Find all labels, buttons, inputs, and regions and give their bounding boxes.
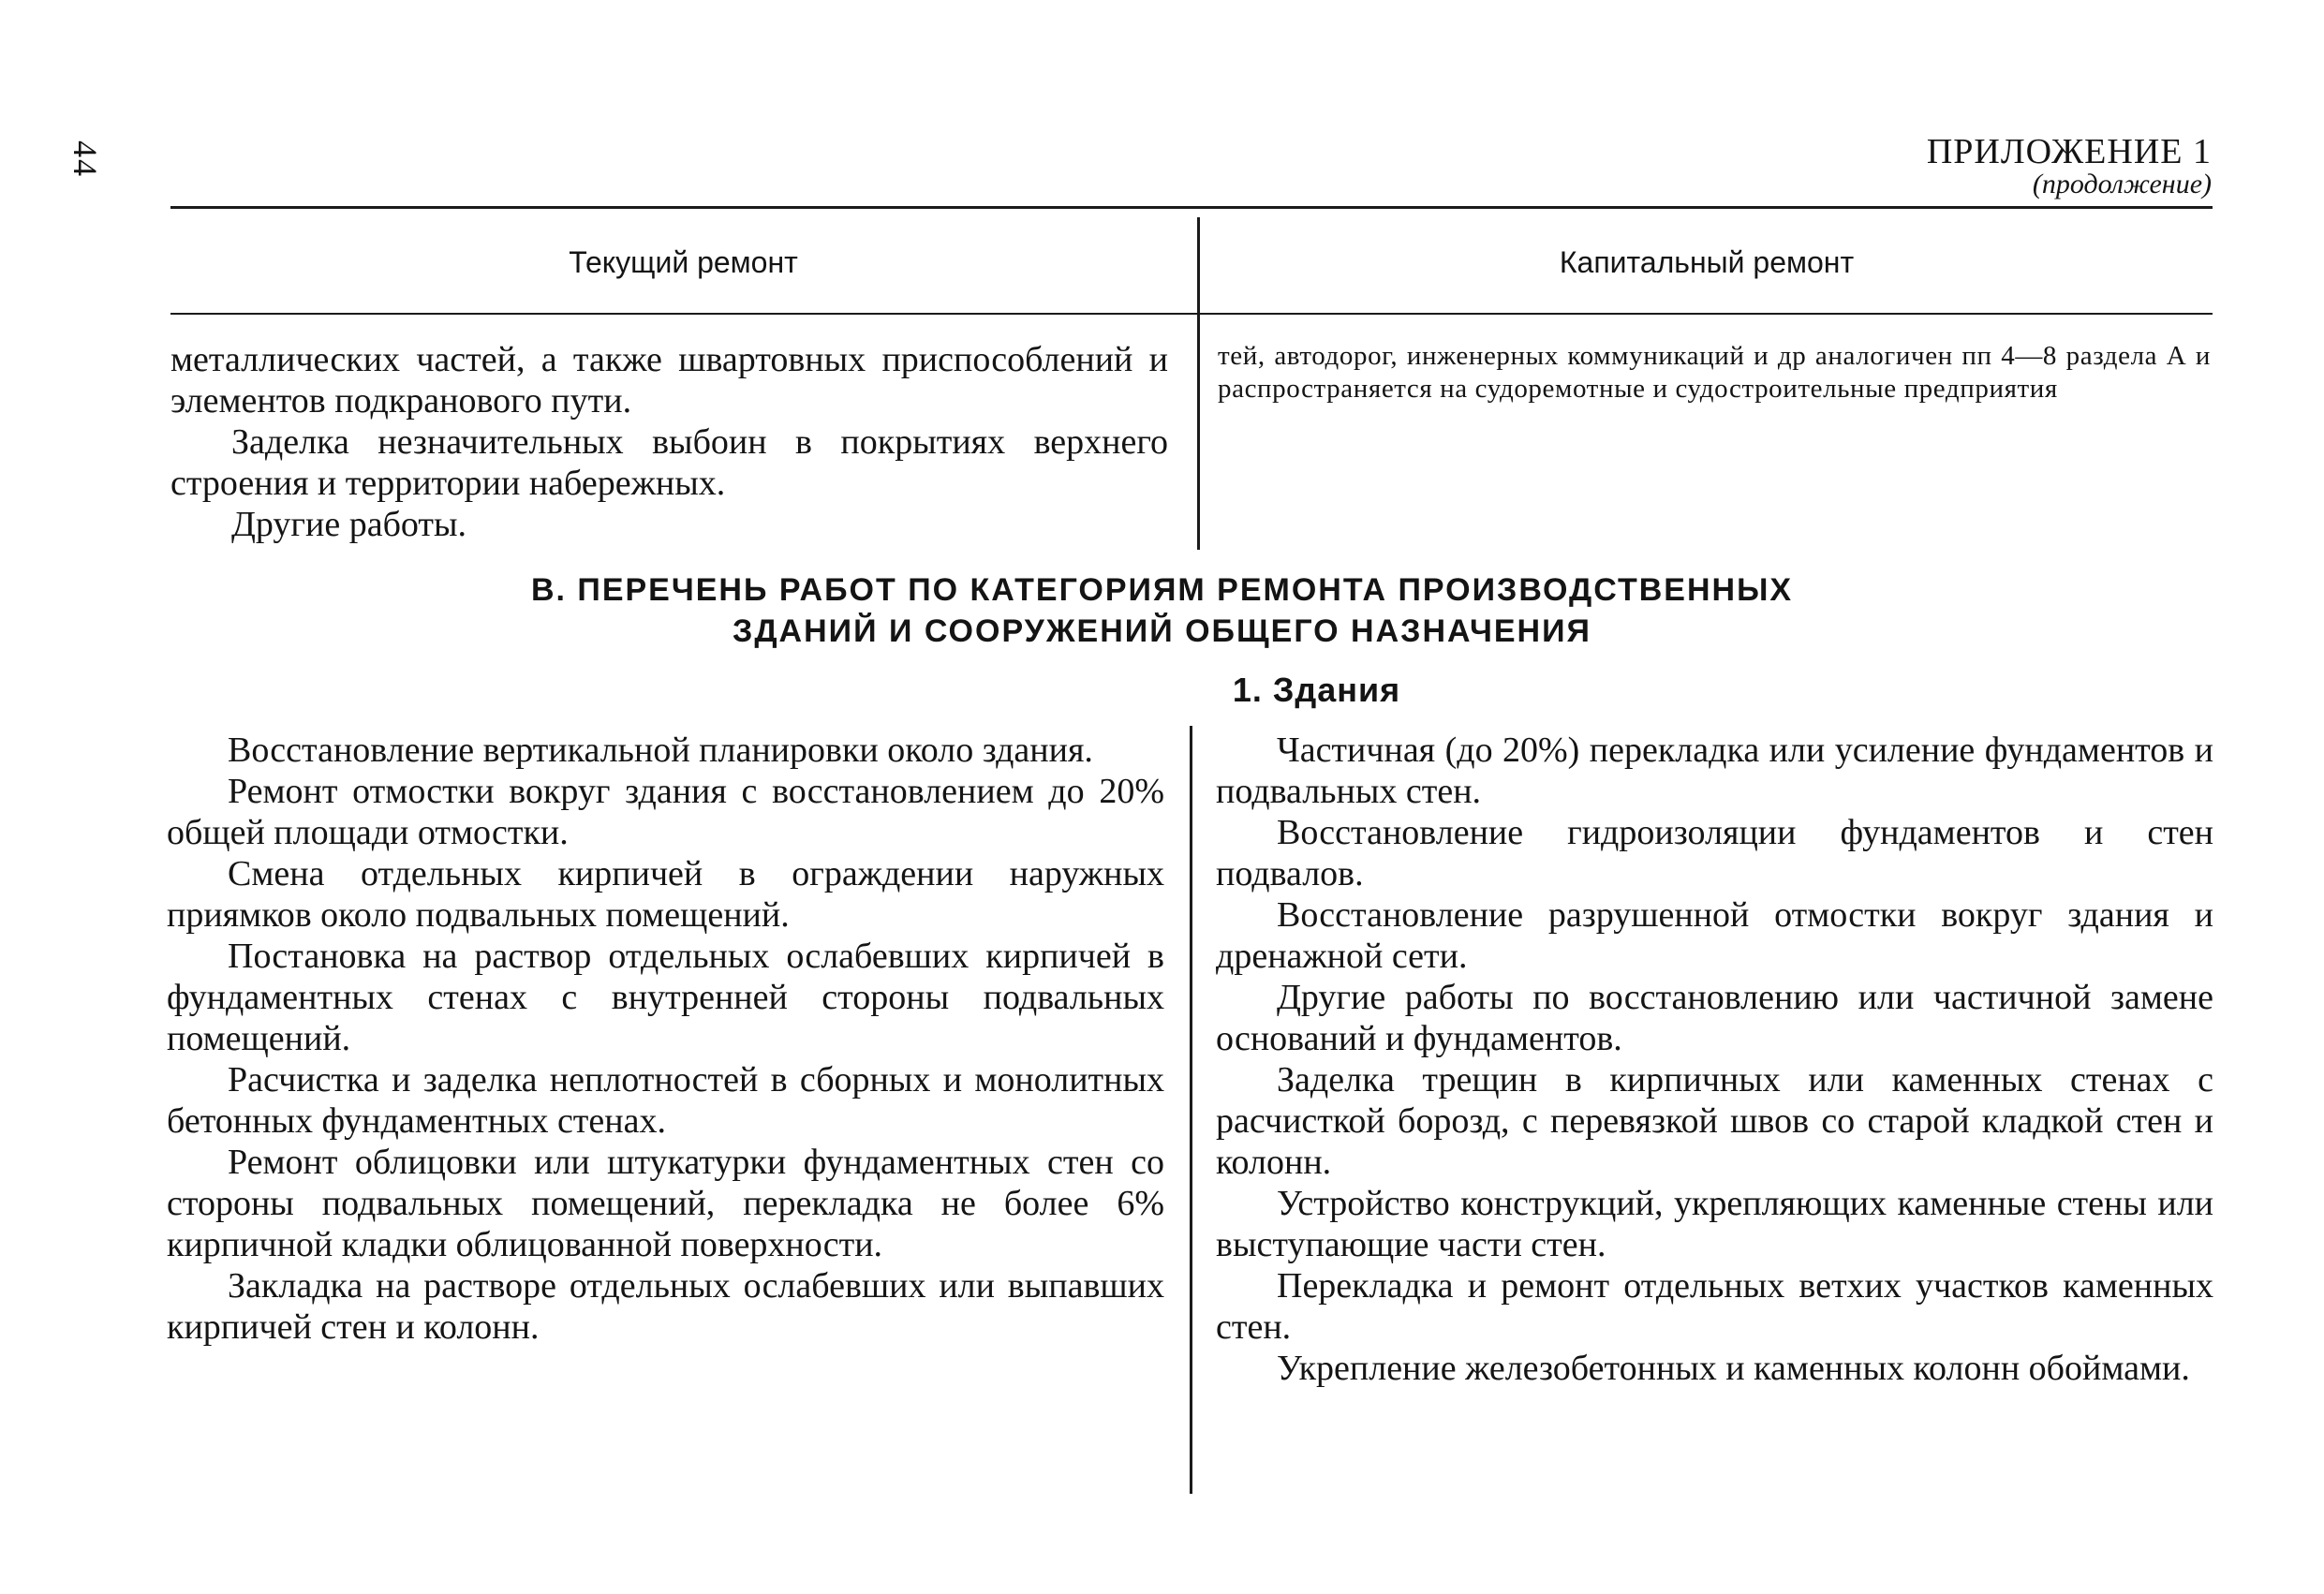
list-item: Другие работы по восстановлению или частичной замене оснований и фундаментов. — [1216, 978, 2213, 1058]
list-item: Восстановление вертикальной планировки около здания. — [228, 731, 1093, 770]
table-right-cell: тей, автодорог, инженерных коммуникаций и др аналогичен пп 4—8 раздела А и распространяется на судоремотные и судостроительные предприятия — [1218, 341, 2211, 404]
column-header-capital-repair: Капитальный ремонт — [1559, 245, 1855, 279]
appendix-subtitle: (продолжение) — [2032, 169, 2212, 199]
list-item: Постановка на раствор отдельных ослабевших кирпичей в фундаментных стенах с внутренней стороны подвальных помещений. — [167, 937, 1164, 1058]
list-item: Заделка трещин в кирпичных или каменных стенах с расчисткой борозд, с перевязкой швов со старой кладкой стен и колонн. — [1216, 1060, 2213, 1182]
table-left-continuation: металлических частей, а также швартовных приспособлений и элементов подкранового пути. — [170, 340, 1168, 421]
section-heading-line2: ЗДАНИЙ И СООРУЖЕНИЙ ОБЩЕГО НАЗНАЧЕНИЯ — [733, 613, 1591, 649]
list-item: Ремонт облицовки или штукатурки фундаментных стен со стороны подвальных помещений, перекладка не более 6% кирпичной кладки облицованной поверхности. — [167, 1143, 1164, 1264]
left-column — [167, 730, 1164, 1348]
appendix-title: ПРИЛОЖЕНИЕ 1 — [1926, 132, 2212, 171]
table-column-divider — [1197, 217, 1200, 550]
list-item: Ремонт отмостки вокруг здания с восстановлением до 20% общей площади отмостки. — [167, 772, 1164, 852]
list-item: Смена отдельных кирпичей в ограждении наружных приямков около подвальных помещений. — [167, 854, 1164, 935]
list-item: Восстановление гидроизоляции фундаментов и стен подвалов. — [1216, 813, 2213, 893]
list-item: Восстановление разрушенной отмостки вокруг здания и дренажной сети. — [1216, 895, 2213, 976]
table-top-rule — [170, 206, 2213, 209]
right-column — [1216, 730, 2213, 1389]
columns-divider — [1190, 726, 1192, 1494]
table-left-paragraph: Заделка незначительных выбоин в покрытиях верхнего строения и территории набережных. — [170, 422, 1168, 503]
table-left-cell — [170, 339, 1168, 545]
list-item: Перекладка и ремонт отдельных ветхих участков каменных стен. — [1216, 1266, 2213, 1347]
list-item: Устройство конструкций, укрепляющих каменные стены или выступающие части стен. — [1216, 1184, 2213, 1264]
list-item: Закладка на растворе отдельных ослабевших или выпавших кирпичей стен и колонн. — [167, 1266, 1164, 1347]
list-item: Расчистка и заделка неплотностей в сборных и монолитных бетонных фундаментных стенах. — [167, 1060, 1164, 1141]
table-left-paragraph: Другие работы. — [231, 505, 467, 544]
list-item: Укрепление железобетонных и каменных колонн обоймами. — [1277, 1349, 2190, 1388]
column-header-current-repair: Текущий ремонт — [569, 245, 798, 279]
list-item: Частичная (до 20%) перекладка или усиление фундаментов и подвальных стен. — [1216, 731, 2213, 811]
table-header-rule — [170, 313, 2213, 315]
subsection-heading: 1. Здания — [1232, 671, 1401, 709]
page-number: 44 — [67, 140, 104, 178]
section-heading-line1: В. ПЕРЕЧЕНЬ РАБОТ ПО КАТЕГОРИЯМ РЕМОНТА ПРОИЗВОДСТВЕННЫХ — [530, 572, 1794, 608]
